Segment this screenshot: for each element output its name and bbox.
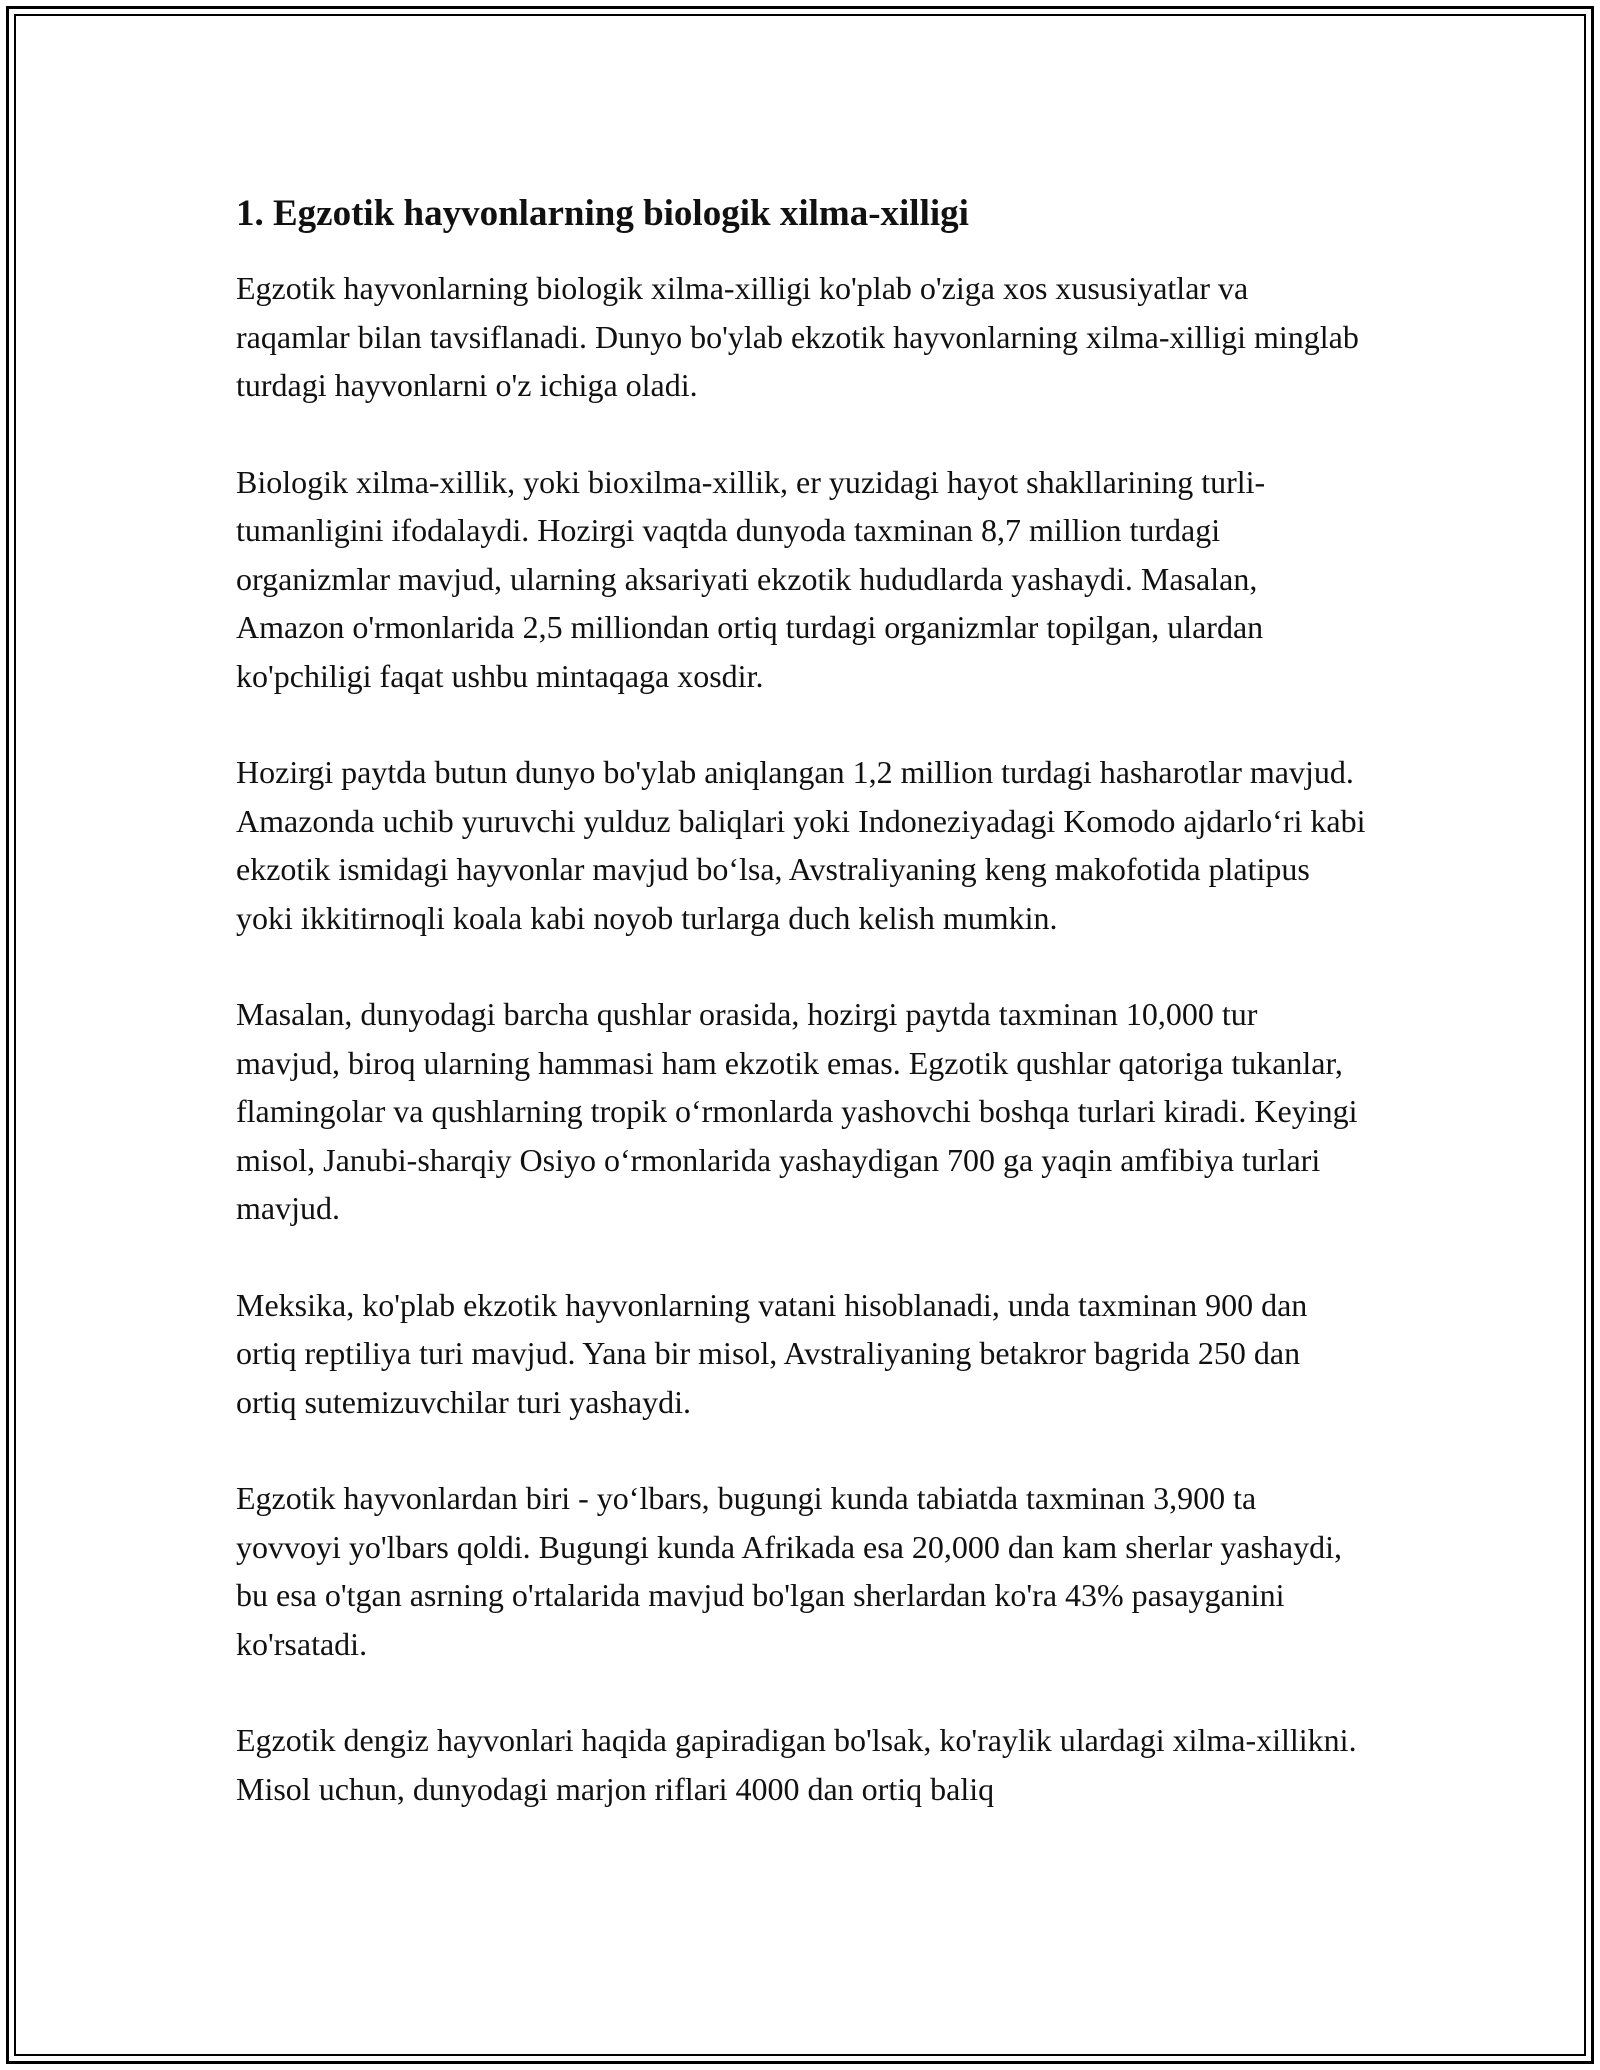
paragraph: Masalan, dunyodagi barcha qushlar orasida, hozirgi paytda taxminan 10,000 tur mavjud, biroq ularning hammasi ham ekzotik emas. Egzotik qushlar qatoriga tukanlar, flamingolar va qushlarning tropik o‘rmonlarda yashovchi boshqa turlari kiradi. Keyingi misol, Janubi-sharqiy Osiyo o‘rmonlarida yashaydigan 700 ga yaqin amfibiya turlari mavjud. (236, 996, 1358, 1226)
paragraph: Egzotik hayvonlarning biologik xilma-xilligi ko'plab o'ziga xos xususiyatlar va raqamlar bilan tavsiflanadi. Dunyo bo'ylab ekzotik hayvonlarning xilma-xilligi minglab turdagi hayvonlarni o'z ichiga oladi. (236, 270, 1359, 403)
paragraph: Hozirgi paytda butun dunyo bo'ylab aniqlangan 1,2 million turdagi hasharotlar mavjud. Amazonda uchib yuruvchi yulduz baliqlari yoki Indoneziyadagi Komodo ajdarlo‘ri kabi ekzotik ismidagi hayvonlar mavjud bo‘lsa, Avstraliyaning keng makofotida platipus yoki ikkitirnoqli koala kabi noyob turlarga duch kelish mumkin. (236, 754, 1366, 936)
paragraph: Egzotik dengiz hayvonlari haqida gapiradigan bo'lsak, ko'raylik ulardagi xilma-xillikni. Misol uchun, dunyodagi marjon riflari 4000 dan ortiq baliq (236, 1722, 1357, 1807)
section-title: 1. Egzotik hayvonlarning biologik xilma-xilligi (236, 193, 969, 234)
paragraph: Biologik xilma-xillik, yoki bioxilma-xillik, er yuzidagi hayot shakllarining turli-tumanligini ifodalaydi. Hozirgi vaqtda dunyoda taxminan 8,7 million turdagi organizmlar mavjud, ularning aksariyati ekzotik hududlarda yashaydi. Masalan, Amazon o'rmonlarida 2,5 milliondan ortiq turdagi organizmlar topilgan, ulardan ko'pchiligi faqat ushbu mintaqaga xosdir. (236, 463, 1266, 694)
paragraph: Egzotik hayvonlardan biri - yo‘lbars, bugungi kunda tabiatda taxminan 3,900 ta yovvoyi yo'lbars qoldi. Bugungi kunda Afrikada esa 20,000 dan kam sherlar yashaydi, bu esa o'tgan asrning o'rtalarida mavjud bo'lgan sherlardan ko'ra 43% pasayganini ko'rsatadi. (236, 1480, 1342, 1662)
paragraph: Meksika, ko'plab ekzotik hayvonlarning vatani hisoblanadi, unda taxminan 900 dan ortiq reptiliya turi mavjud. Yana bir misol, Avstraliyaning betakror bagrida 250 dan ortiq sutemizuvchilar turi yashaydi. (236, 1286, 1308, 1420)
document-body (236, 188, 1366, 1861)
